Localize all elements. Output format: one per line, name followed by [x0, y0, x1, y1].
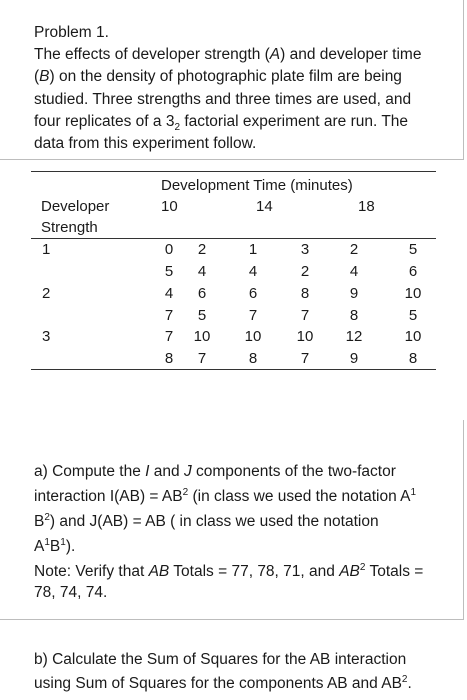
strength-label-1: 1: [42, 241, 51, 258]
table-cell: 7: [164, 307, 174, 324]
time-18: 18: [358, 198, 375, 215]
table-cell: 8: [408, 350, 418, 367]
table-cell: 8: [248, 350, 258, 367]
table-cell: 10: [404, 285, 422, 302]
table-bottom-rule: [31, 369, 436, 370]
table-cell: 8: [349, 307, 359, 324]
table-cell: 10: [244, 328, 262, 345]
table-cell: 10: [193, 328, 211, 345]
intro-line: The effects of developer strength (A) and developer time: [34, 46, 422, 63]
part-a-line-3: $B^2$) and J(AB) = AB ( in class we used the notation: [34, 511, 379, 530]
intro-line: data from this experiment follow.: [34, 135, 257, 152]
intro-line: studied. Three strengths and three times are used, and: [34, 91, 412, 108]
part-b-line-1: b) Calculate the Sum of Squares for the AB interaction: [34, 651, 407, 668]
time-10: 10: [161, 198, 178, 215]
part-a-line-4: $A^1B^1$).: [34, 536, 76, 555]
problem-title: Problem 1.: [34, 24, 109, 41]
table-cell: 7: [164, 328, 174, 345]
table-cell: 2: [300, 263, 310, 280]
row-header-developer: Developer: [41, 198, 110, 215]
table-cell: 1: [248, 241, 258, 258]
table-cell: 8: [164, 350, 174, 367]
time-14: 14: [256, 198, 273, 215]
table-cell: 4: [164, 285, 174, 302]
intro-line: (B) on the density of photographic plate film are being: [34, 68, 402, 85]
table-cell: 5: [408, 241, 418, 258]
table-cell: 3: [300, 241, 310, 258]
table-cell: 10: [404, 328, 422, 345]
table-cell: 2: [197, 241, 207, 258]
part-b-line-2: using Sum of Squares for the components AB and $AB^2$.: [34, 673, 412, 692]
table-header-rule: [31, 238, 436, 239]
table-cell: 10: [296, 328, 314, 345]
part-a-line-1: a) Compute the I and J components of the two-factor: [34, 463, 396, 480]
table-cell: 5: [408, 307, 418, 324]
table-top-rule: [31, 171, 436, 172]
table-cell: 6: [408, 263, 418, 280]
table-cell: 4: [197, 263, 207, 280]
table-cell: 6: [197, 285, 207, 302]
table-cell: 4: [349, 263, 359, 280]
row-header-strength: Strength: [41, 219, 98, 236]
part-a-line-2: interaction $I(AB) = AB^2$ (in class we used the notation $A^1$: [34, 486, 417, 505]
table-cell: 4: [248, 263, 258, 280]
table-cell: 7: [300, 307, 310, 324]
intro-line: four replicates of a $3_2$ factorial experiment are run. The: [34, 113, 409, 134]
table-cell: 8: [300, 285, 310, 302]
table-cell: 5: [164, 263, 174, 280]
strength-label-3: 3: [42, 328, 51, 345]
table-cell: 7: [300, 350, 310, 367]
table-cell: 9: [349, 285, 359, 302]
part-a-note: Note: Verify that AB Totals = 77, 78, 71, and $AB^2$ Totals =: [34, 561, 424, 580]
strength-label-2: 2: [42, 285, 51, 302]
table-cell: 9: [349, 350, 359, 367]
table-cell: 2: [349, 241, 359, 258]
table-cell: 0: [164, 241, 174, 258]
col-header: Development Time (minutes): [161, 177, 353, 194]
table-cell: 7: [197, 350, 207, 367]
table-cell: 7: [248, 307, 258, 324]
table-cell: 6: [248, 285, 258, 302]
part-a-note-2: 78, 74, 74.: [34, 584, 108, 601]
table-cell: 12: [345, 328, 363, 345]
table-cell: 5: [197, 307, 207, 324]
